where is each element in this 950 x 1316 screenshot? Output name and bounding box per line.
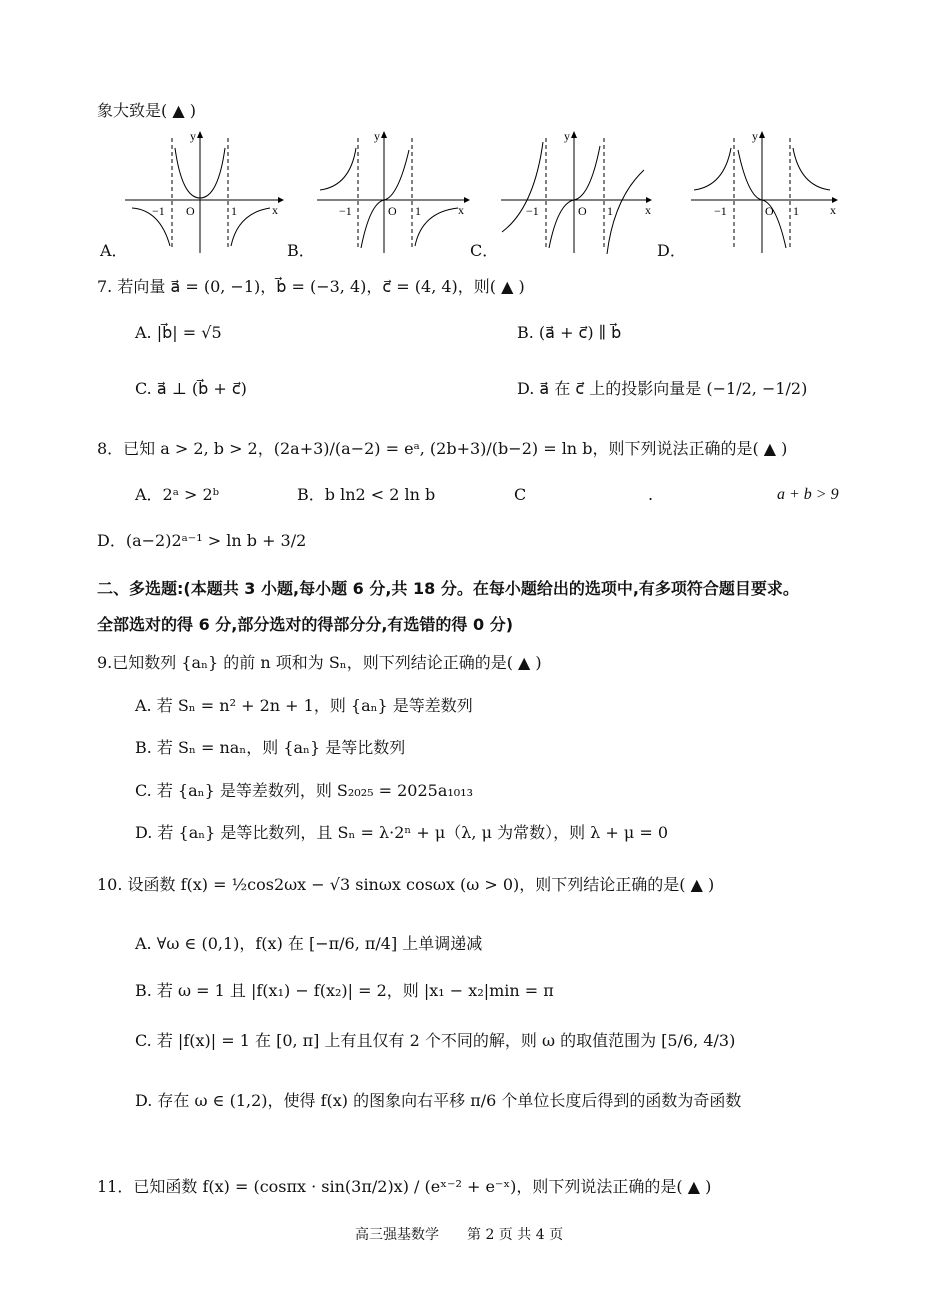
q8-option-c-text: a + b > 9	[777, 486, 839, 503]
graph-c-label: C．	[470, 241, 499, 260]
graph-b-x-label: x	[458, 203, 464, 217]
q10-option-d: D. 存在 ω ∈ (1,2)，使得 f(x) 的图象向右平移 π/6 个单位长度后得到的函数为奇函数	[135, 1091, 742, 1110]
q6-tail: 象大致是( ▲ )	[97, 101, 196, 120]
q7-option-d: D. a⃗ 在 c⃗ 上的投影向量是 (−1/2, −1/2)	[517, 379, 808, 398]
graph-a-neg1: −1	[152, 204, 165, 218]
q10-option-b: B. 若 ω = 1 且 |f(x₁) − f(x₂)| = 2，则 |x₁ − x₂|min = π	[135, 981, 554, 1000]
q10-option-a: A. ∀ω ∈ (0,1)，f(x) 在 [−π/6, π/4] 上单调递减	[135, 934, 483, 953]
q9-option-b: B. 若 Sₙ = naₙ，则 {aₙ} 是等比数列	[135, 738, 406, 757]
graph-c-neg1: −1	[526, 204, 539, 218]
section2-heading-line1: 二、多选题:(本题共 3 小题,每小题 6 分,共 18 分。在每小题给出的选项中,有多项符合题目要求。	[97, 579, 799, 598]
graph-d-neg1: −1	[714, 204, 727, 218]
graph-a	[120, 128, 285, 256]
graph-d-origin: O	[765, 204, 774, 218]
q7-option-a: A. |b⃗| = √5	[135, 323, 222, 342]
q9-option-a: A. 若 Sₙ = n² + 2n + 1，则 {aₙ} 是等差数列	[135, 696, 473, 715]
graph-c-one: 1	[607, 204, 613, 218]
q7-option-b: B. (a⃗ + c⃗) ∥ b⃗	[517, 323, 622, 342]
graph-b	[312, 128, 472, 256]
q9-stem: 9.已知数列 {aₙ} 的前 n 项和为 Sₙ，则下列结论正确的是( ▲ )	[97, 653, 542, 672]
q10-stem: 10. 设函数 f(x) = ½cos2ωx − √3 sinωx cosωx (ω > 0)，则下列结论正确的是( ▲ )	[97, 875, 715, 894]
graph-d	[686, 128, 846, 256]
graph-d-y-label: y	[752, 129, 758, 143]
graph-d-x-label: x	[830, 203, 836, 217]
graph-a-x-label: x	[272, 203, 278, 217]
graph-d-one: 1	[793, 204, 799, 218]
graph-a-one: 1	[231, 204, 237, 218]
graph-c-origin: O	[578, 204, 587, 218]
graph-b-y-label: y	[374, 129, 380, 143]
graph-b-neg1: −1	[339, 204, 352, 218]
q11-stem: 11．已知函数 f(x) = (cosπx · sin(3π/2)x) / (eˣ⁻² + e⁻ˣ)，则下列说法正确的是( ▲ )	[97, 1177, 712, 1196]
q9-option-d: D. 若 {aₙ} 是等比数列，且 Sₙ = λ·2ⁿ + μ（λ, μ 为常数），则 λ + μ = 0	[135, 823, 669, 842]
q7-stem: 7. 若向量 a⃗ = (0, −1)，b⃗ = (−3, 4)，c⃗ = (4, 4)，则( ▲ )	[97, 277, 525, 296]
graph-a-y-label: y	[190, 129, 196, 143]
q8-option-d: D．(a−2)2ᵃ⁻¹ > ln b + 3/2	[97, 531, 307, 550]
section2-heading-line2: 全部选对的得 6 分,部分选对的得部分分,有选错的得 0 分)	[97, 615, 514, 634]
graph-c-y-label: y	[564, 129, 570, 143]
page-footer: 高三强基数学 第 2 页 共 4 页	[355, 1227, 564, 1243]
graph-a-origin: O	[186, 204, 195, 218]
q8-stem: 8．已知 a > 2, b > 2，(2a+3)/(a−2) = eᵃ, (2b+3)/(b−2) = ln b，则下列说法正确的是( ▲ )	[97, 439, 788, 458]
q10-option-c: C. 若 |f(x)| = 1 在 [0, π] 上有且仅有 2 个不同的解，则 ω 的取值范围为 [5/6, 4/3)	[135, 1031, 736, 1050]
graph-c-x-label: x	[645, 203, 651, 217]
q8-option-a: A．2ᵃ > 2ᵇ	[135, 485, 220, 504]
graph-b-one: 1	[415, 204, 421, 218]
graph-b-label: B．	[287, 241, 315, 260]
q7-option-c: C. a⃗ ⊥ (b⃗ + c⃗)	[135, 379, 247, 398]
graph-b-origin: O	[388, 204, 397, 218]
q8-option-c-label: C	[514, 485, 527, 504]
q9-option-c: C. 若 {aₙ} 是等差数列，则 S₂₀₂₅ = 2025a₁₀₁₃	[135, 781, 474, 800]
graph-c	[496, 128, 661, 256]
q8-option-b: B．b ln2 < 2 ln b	[297, 485, 436, 504]
graph-a-label: A．	[100, 241, 128, 260]
q8-option-c-dot: .	[648, 485, 654, 504]
graph-d-label: D．	[657, 241, 686, 260]
